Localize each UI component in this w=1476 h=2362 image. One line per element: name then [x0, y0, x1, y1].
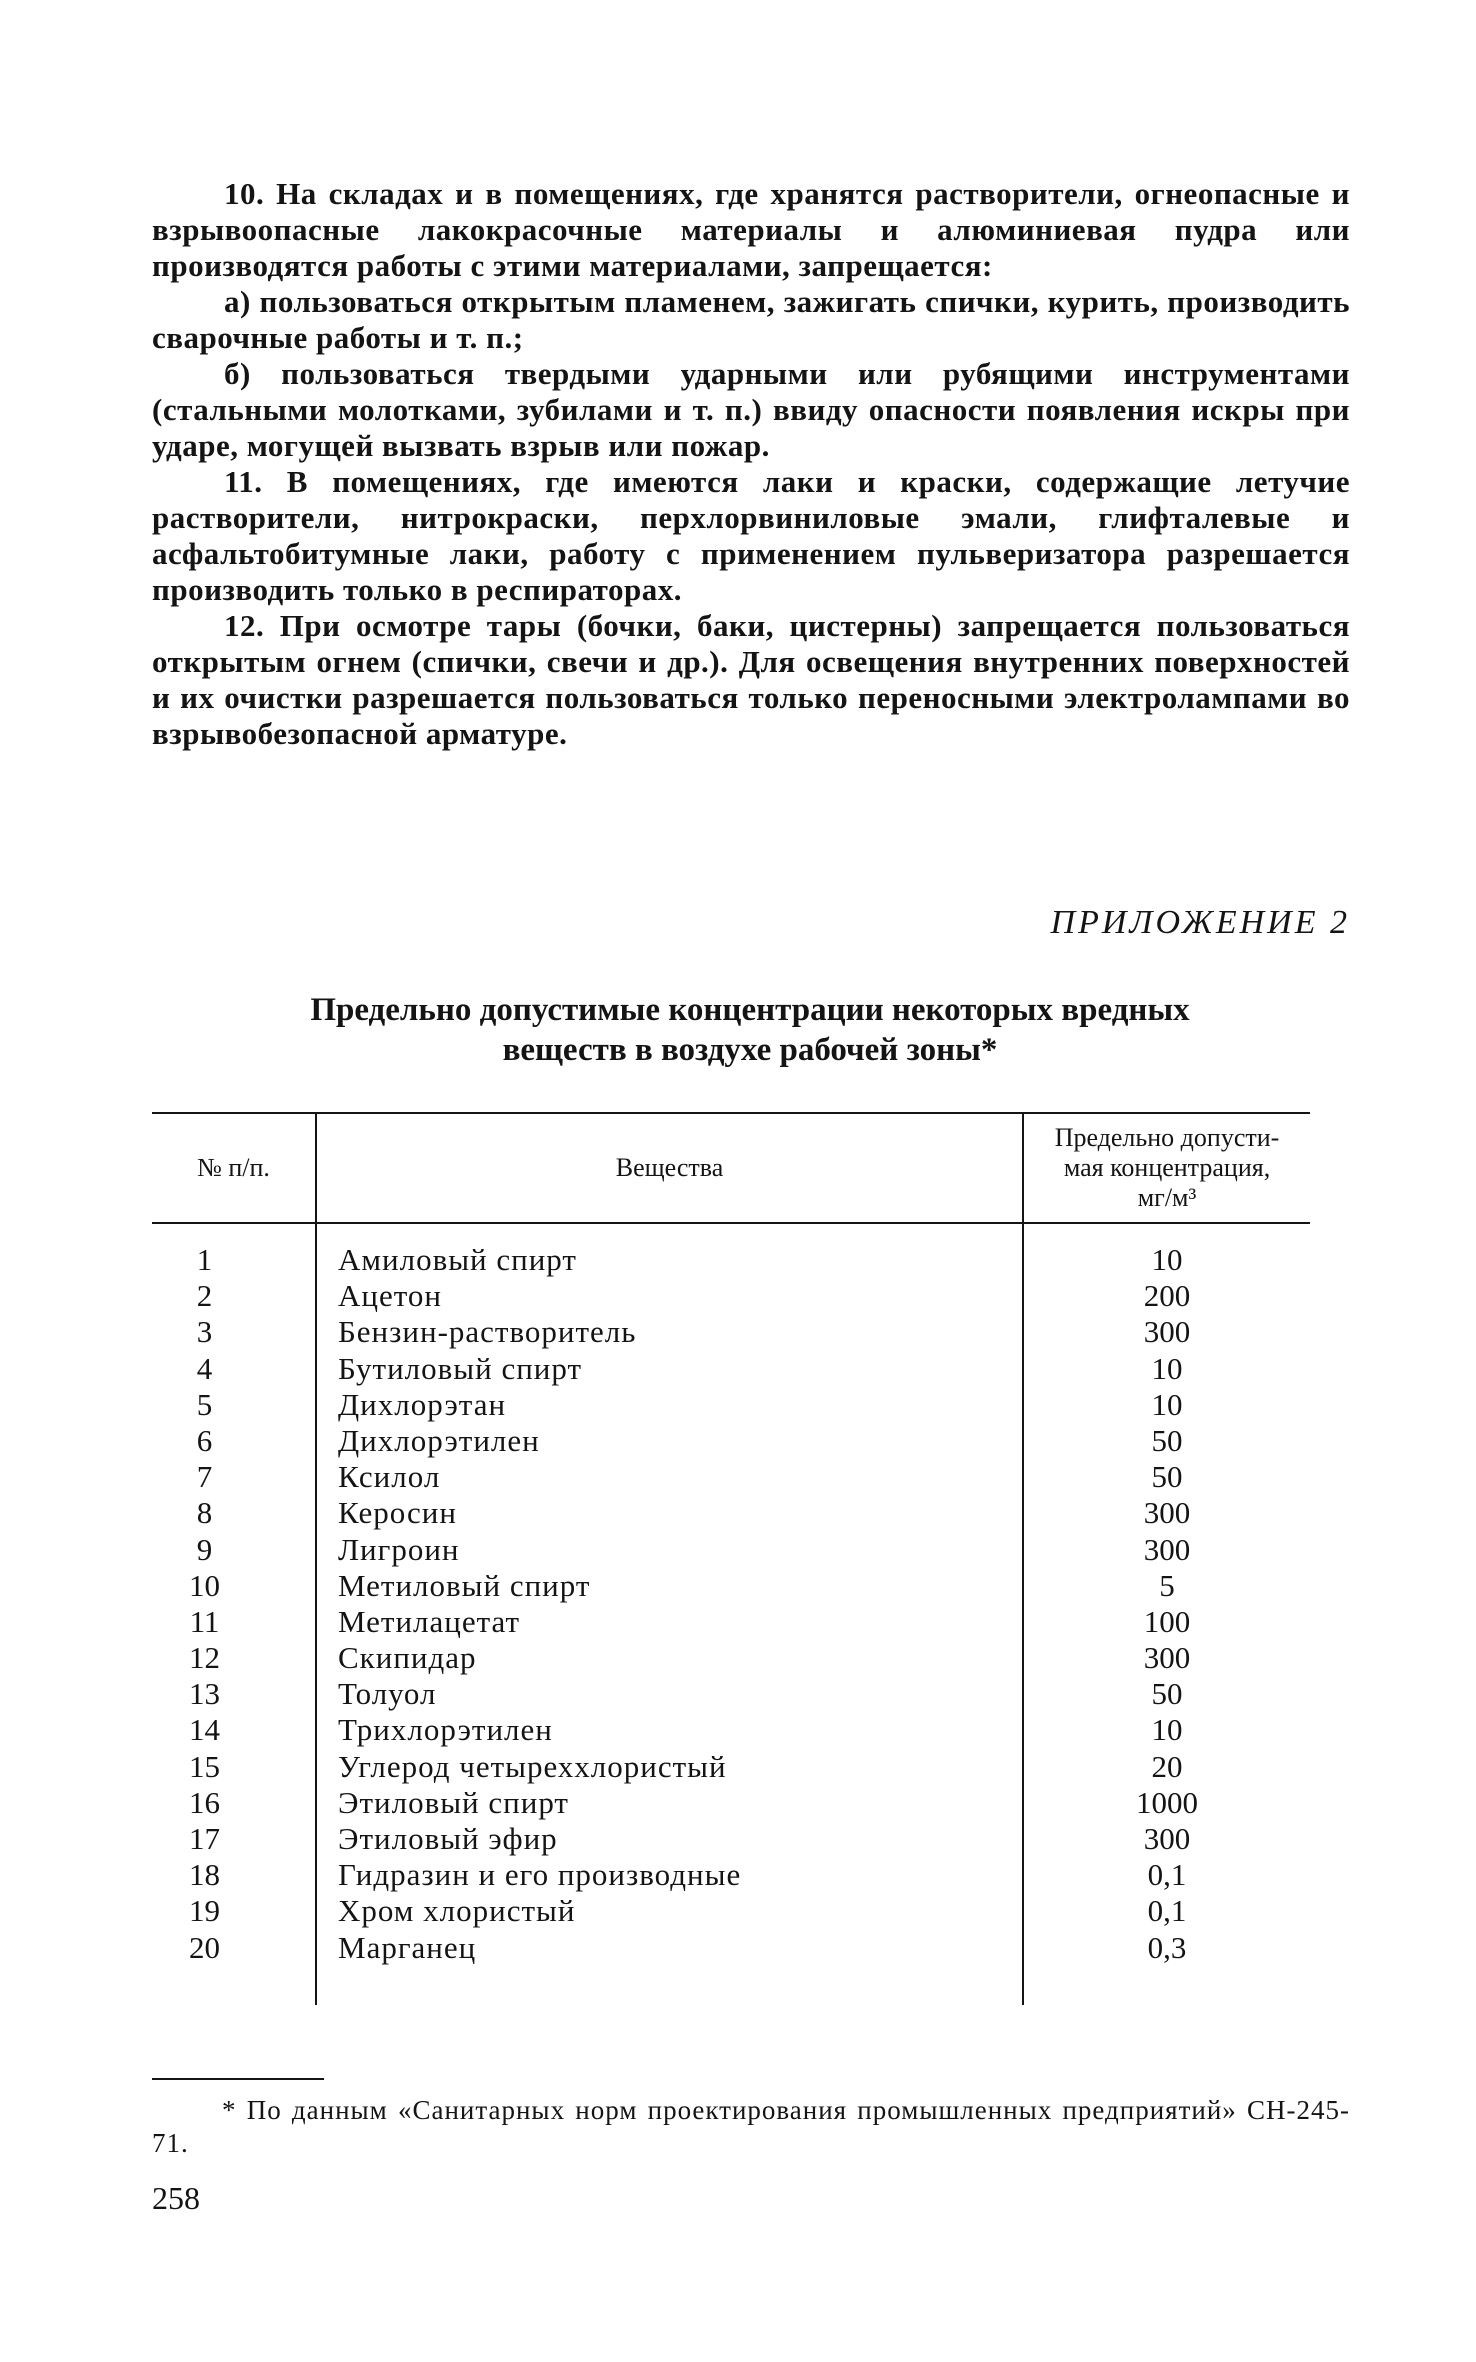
substance-name: Этиловый спирт — [338, 1784, 569, 1820]
substance-name: Метиловый спирт — [338, 1567, 591, 1603]
concentration-value: 300 — [1143, 1640, 1191, 1676]
paragraph-12: 12. При осмотре тары (бочки, баки, цистерны) запрещается пользоваться открытым огнем (спички, свечи и др.). Для освещения внутренних поверхностей и их очистки разрешается пользоваться только переносными электролампами во взрывобезопасной арматуре. — [152, 608, 1350, 751]
concentration-value: 300 — [1143, 1531, 1191, 1567]
row-number: 6 — [196, 1422, 213, 1458]
header-substance: Вещества — [615, 1153, 724, 1182]
concentration-value: 0,3 — [1147, 1929, 1187, 1965]
concentration-value: 10 — [1151, 1386, 1183, 1422]
row-number: 11 — [189, 1603, 220, 1639]
table-title-line2: веществ в воздухе рабочей зоны* — [502, 1032, 998, 1068]
footnote-text: * По данным «Санитарных норм проектирования промышленных предприятий» СН-245-71. — [152, 2095, 1350, 2158]
concentration-value: 50 — [1151, 1676, 1183, 1712]
concentration-value: 50 — [1151, 1459, 1183, 1495]
table-body — [152, 1242, 1310, 1966]
table-row — [152, 1495, 1310, 1531]
table-row — [152, 1532, 1310, 1568]
substance-name: Марганец — [338, 1929, 477, 1965]
row-number: 12 — [189, 1640, 220, 1676]
table-row — [152, 1568, 1310, 1604]
table-row — [152, 1893, 1310, 1929]
substance-name: Трихлорэтилен — [338, 1712, 553, 1748]
substance-name: Метилацетат — [338, 1603, 521, 1639]
table-row — [152, 1351, 1310, 1387]
table-row — [152, 1930, 1310, 1966]
header-num: № п/п. — [197, 1153, 270, 1182]
header-value-line3: мг/м³ — [1137, 1183, 1197, 1212]
row-number: 16 — [189, 1784, 220, 1820]
row-number: 17 — [189, 1821, 220, 1856]
row-number: 10 — [189, 1567, 220, 1603]
body-text — [152, 176, 1350, 752]
substance-name: Бензин-растворитель — [338, 1314, 637, 1350]
row-number: 13 — [189, 1676, 220, 1712]
row-number: 20 — [189, 1929, 220, 1965]
row-number: 9 — [196, 1531, 213, 1567]
paragraph-10b: б) пользоваться твердыми ударными или рубящими инструментами (стальными молотками, зубилами и т. п.) ввиду опасности появления искры при ударе, могущей вызвать взрыв или пожар. — [152, 356, 1350, 463]
row-number: 2 — [196, 1278, 213, 1314]
concentration-value: 50 — [1151, 1422, 1183, 1458]
row-number: 14 — [189, 1712, 220, 1748]
concentration-value: 1000 — [1136, 1784, 1198, 1820]
concentration-value: 0,1 — [1147, 1893, 1187, 1929]
substance-name: Бутиловый спирт — [338, 1350, 583, 1386]
table-header-rule — [152, 1222, 1310, 1224]
substance-name: Скипидар — [338, 1640, 477, 1676]
substance-name: Лигроин — [338, 1531, 460, 1567]
substance-name: Дихлорэтан — [338, 1386, 507, 1422]
substance-name: Ацетон — [338, 1278, 442, 1314]
row-number: 15 — [189, 1748, 220, 1784]
concentration-value: 300 — [1143, 1314, 1191, 1350]
concentration-table — [152, 1112, 1310, 2005]
table-row — [152, 1242, 1310, 1278]
concentration-value: 0,1 — [1147, 1857, 1187, 1893]
table-row — [152, 1785, 1310, 1821]
paragraph-10a: а) пользоваться открытым пламенем, зажигать спички, курить, производить сварочные работы и т. п.; — [152, 284, 1350, 355]
table-row — [152, 1749, 1310, 1785]
substance-name: Хром хлористый — [338, 1893, 576, 1929]
table-row — [152, 1640, 1310, 1676]
row-number: 4 — [196, 1350, 213, 1386]
header-value-line1: Предельно допусти- — [1054, 1123, 1280, 1152]
concentration-value: 5 — [1159, 1567, 1175, 1603]
row-number: 3 — [196, 1314, 213, 1350]
table-title — [150, 990, 1350, 1070]
table-row — [152, 1423, 1310, 1459]
row-number: 18 — [189, 1857, 220, 1893]
substance-name: Гидразин и его производные — [338, 1857, 742, 1893]
concentration-value: 100 — [1143, 1603, 1191, 1639]
row-number: 7 — [196, 1459, 213, 1495]
substance-name: Дихлорэтилен — [338, 1422, 540, 1458]
row-number: 5 — [196, 1386, 213, 1422]
table-title-line1: Предельно допустимые концентрации некоторых вредных — [310, 992, 1190, 1028]
concentration-value: 200 — [1143, 1278, 1191, 1314]
concentration-value: 300 — [1143, 1821, 1191, 1856]
row-number: 1 — [196, 1242, 213, 1277]
table-row — [152, 1604, 1310, 1640]
paragraph-11: 11. В помещениях, где имеются лаки и краски, содержащие летучие растворители, нитрокраски, перхлорвиниловые эмали, глифталевые и асфальтобитумные лаки, работу с применением пульверизатора разрешается производить только в респираторах. — [152, 464, 1350, 607]
table-row — [152, 1712, 1310, 1748]
paragraph-10: 10. На складах и в помещениях, где хранятся растворители, огнеопасные и взрывоопасные лакокрасочные материалы и алюминиевая пудра или производятся работы с этими материалами, запрещается: — [152, 176, 1350, 283]
concentration-value: 20 — [1151, 1748, 1183, 1784]
concentration-value: 10 — [1151, 1712, 1183, 1748]
substance-name: Керосин — [338, 1495, 457, 1531]
table-row — [152, 1459, 1310, 1495]
substance-name: Ксилол — [338, 1459, 441, 1495]
table-row — [152, 1676, 1310, 1712]
table-row — [152, 1387, 1310, 1423]
appendix-label: ПРИЛОЖЕНИЕ 2 — [1050, 904, 1350, 941]
table-row — [152, 1821, 1310, 1857]
header-value-line2: мая концентрация, — [1063, 1153, 1271, 1182]
table-row — [152, 1314, 1310, 1350]
concentration-value: 300 — [1143, 1495, 1191, 1531]
page-number: 258 — [152, 2180, 200, 2216]
row-number: 19 — [189, 1893, 220, 1929]
header-value — [1024, 1114, 1310, 1222]
row-number: 8 — [196, 1495, 213, 1531]
table-row — [152, 1857, 1310, 1893]
substance-name: Амиловый спирт — [338, 1242, 577, 1277]
concentration-value: 10 — [1151, 1242, 1183, 1277]
substance-name: Этиловый эфир — [338, 1821, 558, 1856]
substance-name: Углерод четыреххлористый — [338, 1748, 727, 1784]
footnote-rule — [152, 2078, 324, 2080]
table-row — [152, 1278, 1310, 1314]
footnote — [152, 2094, 1350, 2160]
substance-name: Толуол — [338, 1676, 437, 1712]
concentration-value: 10 — [1151, 1350, 1183, 1386]
